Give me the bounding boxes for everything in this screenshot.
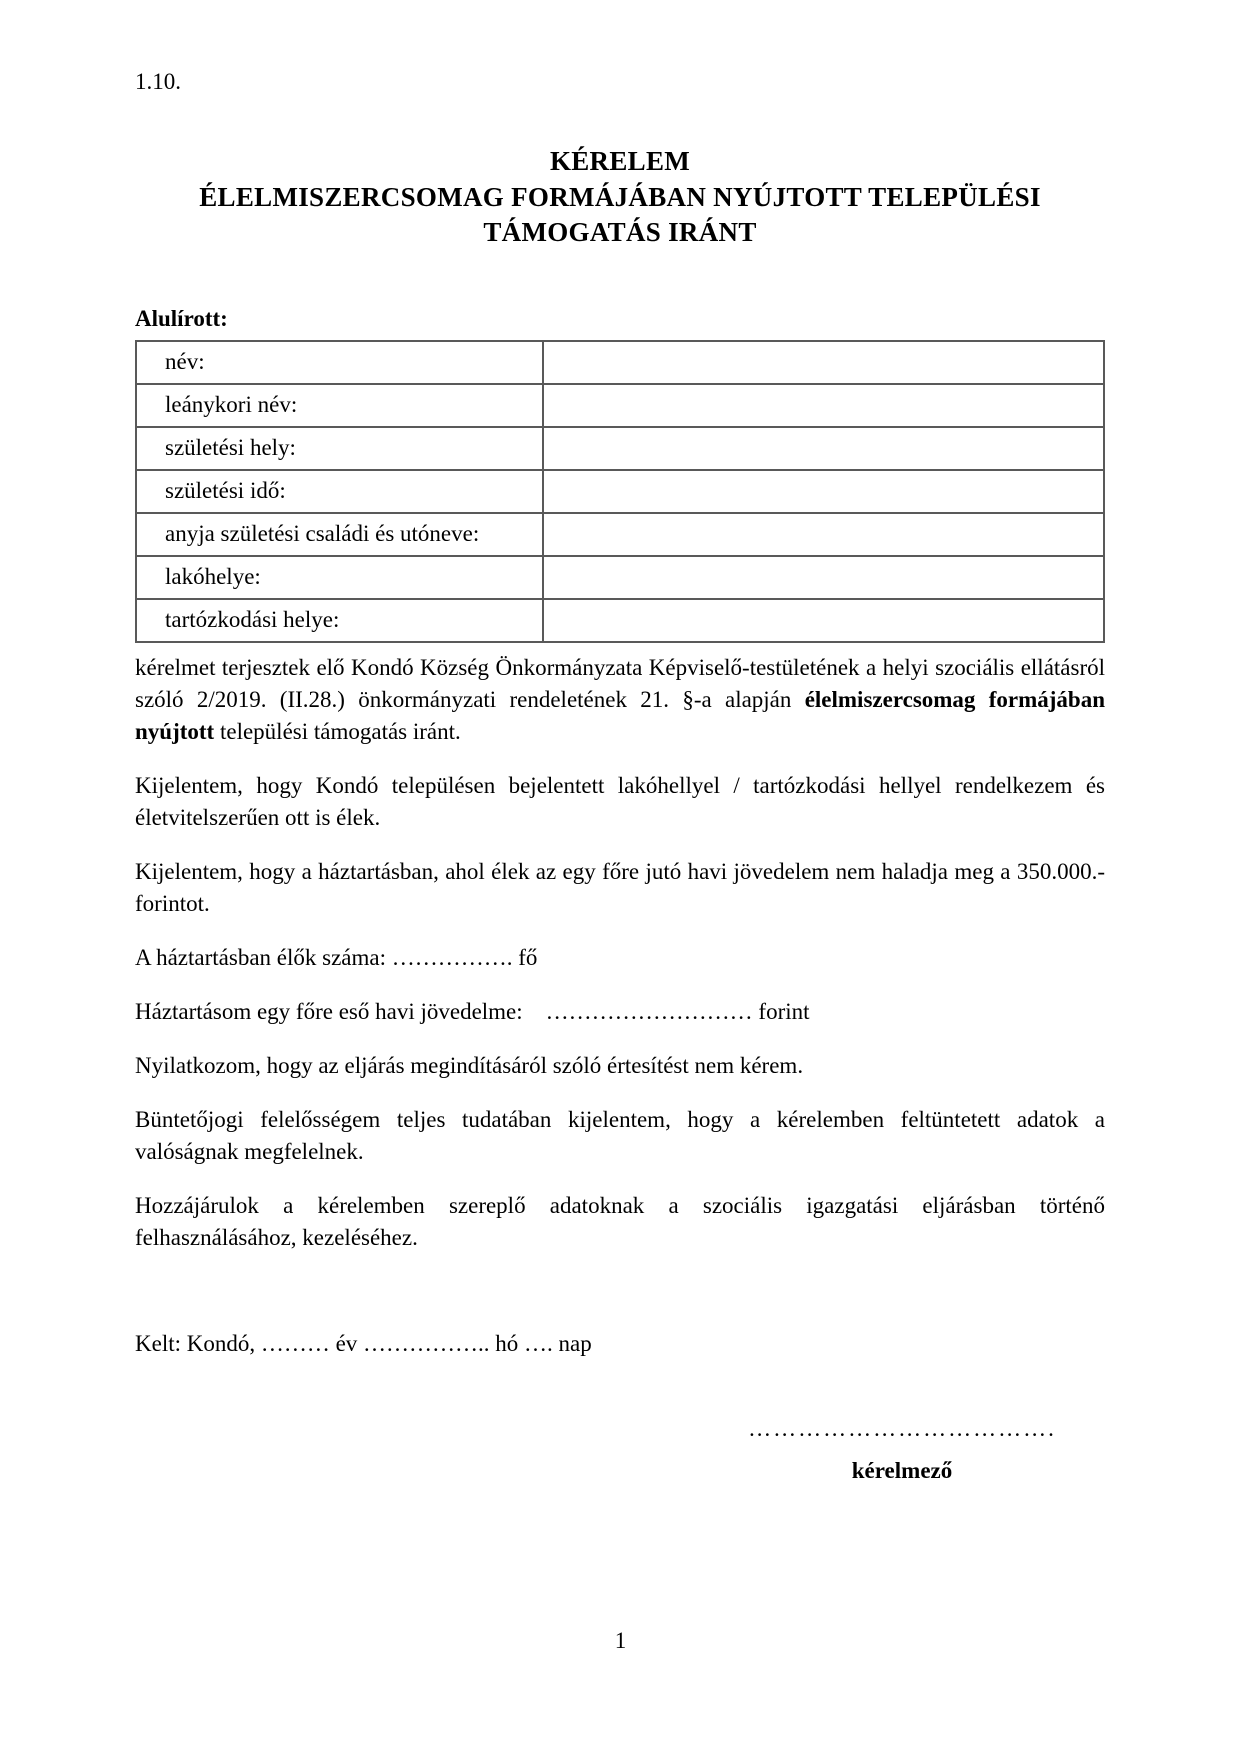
- signature-line: ……………………………….: [748, 1415, 1056, 1441]
- field-value-tartozkodasi-helye: [543, 599, 1104, 642]
- intro-text-bold: élelmiszercsomag formájában nyújtott: [135, 686, 1105, 744]
- intro-text-before-bold: kérelmet terjesztek elő Kondó Község Önkormányzata Képviselő-testületének a helyi szociális ellátásról szóló 2/2019. (II.28.) önkormányzati rendeletének 21. §-a alapján: [135, 654, 1105, 712]
- field-value-lakohelye: [543, 556, 1104, 599]
- title-line-1: KÉRELEM: [549, 146, 691, 176]
- page-number: 1: [614, 1628, 627, 1653]
- table-row-leanykori-nev: [136, 384, 1104, 427]
- income-declaration-paragraph: Kijelentem, hogy a háztartásban, ahol élek az egy főre jutó havi jövedelem nem haladja meg a 350.000.- forintot.: [135, 858, 1105, 916]
- signature-label: kérelmező: [851, 1457, 953, 1483]
- section-number: 1.10.: [135, 69, 181, 94]
- household-size-line: A háztartásban élők száma: ……………. fő: [135, 944, 538, 970]
- date-line: Kelt: Kondó, ……… év …………….. hó …. nap: [135, 1330, 592, 1356]
- field-value-szuletesi-hely: [543, 427, 1104, 470]
- table-row-tartozkodasi-helye: [136, 599, 1104, 642]
- field-label-nev: név:: [136, 341, 543, 384]
- form-heading: Alulírott:: [135, 305, 228, 331]
- no-notification-line: Nyilatkozom, hogy az eljárás megindításáról szóló értesítést nem kérem.: [135, 1052, 804, 1078]
- title-line-2: ÉLELMISZERCSOMAG FORMÁJÁBAN NYÚJTOTT TELEPÜLÉSI: [199, 181, 1041, 212]
- title-line-3: TÁMOGATÁS IRÁNT: [483, 217, 757, 248]
- residence-declaration-paragraph: Kijelentem, hogy Kondó településen bejelentett lakóhellyel / tartózkodási hellyel rendelkezem és életvitelszerűen ott is élek.: [135, 772, 1105, 830]
- field-label-szuletesi-ido: születési idő:: [136, 470, 543, 513]
- field-value-leanykori-nev: [543, 384, 1104, 427]
- penal-liability-paragraph: Büntetőjogi felelősségem teljes tudatában kijelentem, hogy a kérelemben feltüntetett adatok a valóságnak megfelelnek.: [135, 1106, 1105, 1164]
- field-value-anyja-neve: [543, 513, 1104, 556]
- field-label-anyja-neve: anyja születési családi és utóneve:: [136, 513, 543, 556]
- applicant-data-table: [135, 340, 1105, 643]
- field-label-tartozkodasi-helye: tartózkodási helye:: [136, 599, 543, 642]
- table-row-anyja-neve: [136, 513, 1104, 556]
- table-row-szuletesi-ido: [136, 470, 1104, 513]
- income-per-capita-line: Háztartásom egy főre eső havi jövedelme: ……………………… forint: [135, 998, 810, 1024]
- consent-paragraph: Hozzájárulok a kérelemben szereplő adatoknak a szociális igazgatási eljárásban történő felhasználásához, kezeléséhez.: [135, 1192, 1105, 1250]
- field-value-nev: [543, 341, 1104, 384]
- table-row-szuletesi-hely: [136, 427, 1104, 470]
- intro-text-after-bold: települési támogatás iránt.: [214, 718, 461, 744]
- signature-block: [741, 1415, 1063, 1485]
- field-value-szuletesi-ido: [543, 470, 1104, 513]
- field-label-lakohelye: lakóhelye:: [136, 556, 543, 599]
- field-label-szuletesi-hely: születési hely:: [136, 427, 543, 470]
- field-label-leanykori-nev: leánykori név:: [136, 384, 543, 427]
- document-title: [135, 144, 1105, 251]
- table-row-nev: [136, 341, 1104, 384]
- table-row-lakohelye: [136, 556, 1104, 599]
- intro-paragraph: [135, 652, 1105, 748]
